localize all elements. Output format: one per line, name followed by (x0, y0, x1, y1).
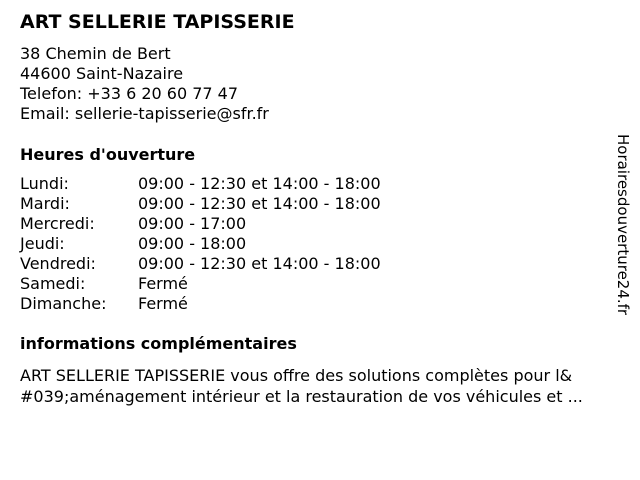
day-label: Mercredi: (20, 214, 95, 233)
hours-heading: Heures d'ouverture (20, 145, 196, 164)
day-hours: Fermé (138, 274, 188, 293)
day-hours: 09:00 - 12:30 et 14:00 - 18:00 (138, 194, 381, 213)
site-watermark-label: Horairesdouverture24.fr (614, 134, 632, 316)
address-block (20, 44, 269, 124)
email: Email: sellerie-tapisserie@sfr.fr (20, 104, 269, 123)
business-name: ART SELLERIE TAPISSERIE (20, 11, 295, 33)
day-label: Dimanche: (20, 294, 107, 313)
day-label: Vendredi: (20, 254, 96, 273)
day-hours: Fermé (138, 294, 188, 313)
day-hours: 09:00 - 18:00 (138, 234, 247, 253)
day-hours: 09:00 - 17:00 (138, 214, 247, 233)
city: 44600 Saint-Nazaire (20, 64, 184, 83)
phone: Telefon: +33 6 20 60 77 47 (20, 84, 239, 103)
day-label: Samedi: (20, 274, 86, 293)
street-address: 38 Chemin de Bert (20, 44, 171, 63)
day-label: Jeudi: (20, 234, 65, 253)
info-description (20, 365, 583, 407)
day-hours: 09:00 - 12:30 et 14:00 - 18:00 (138, 254, 381, 273)
info-heading: informations complémentaires (20, 334, 297, 353)
day-hours: 09:00 - 12:30 et 14:00 - 18:00 (138, 174, 381, 193)
day-label: Mardi: (20, 194, 70, 213)
info-line: ART SELLERIE TAPISSERIE vous offre des solutions complètes pour l& (20, 366, 573, 385)
day-label: Lundi: (20, 174, 69, 193)
info-line: #039;aménagement intérieur et la restauration de vos véhicules et ... (20, 387, 583, 406)
